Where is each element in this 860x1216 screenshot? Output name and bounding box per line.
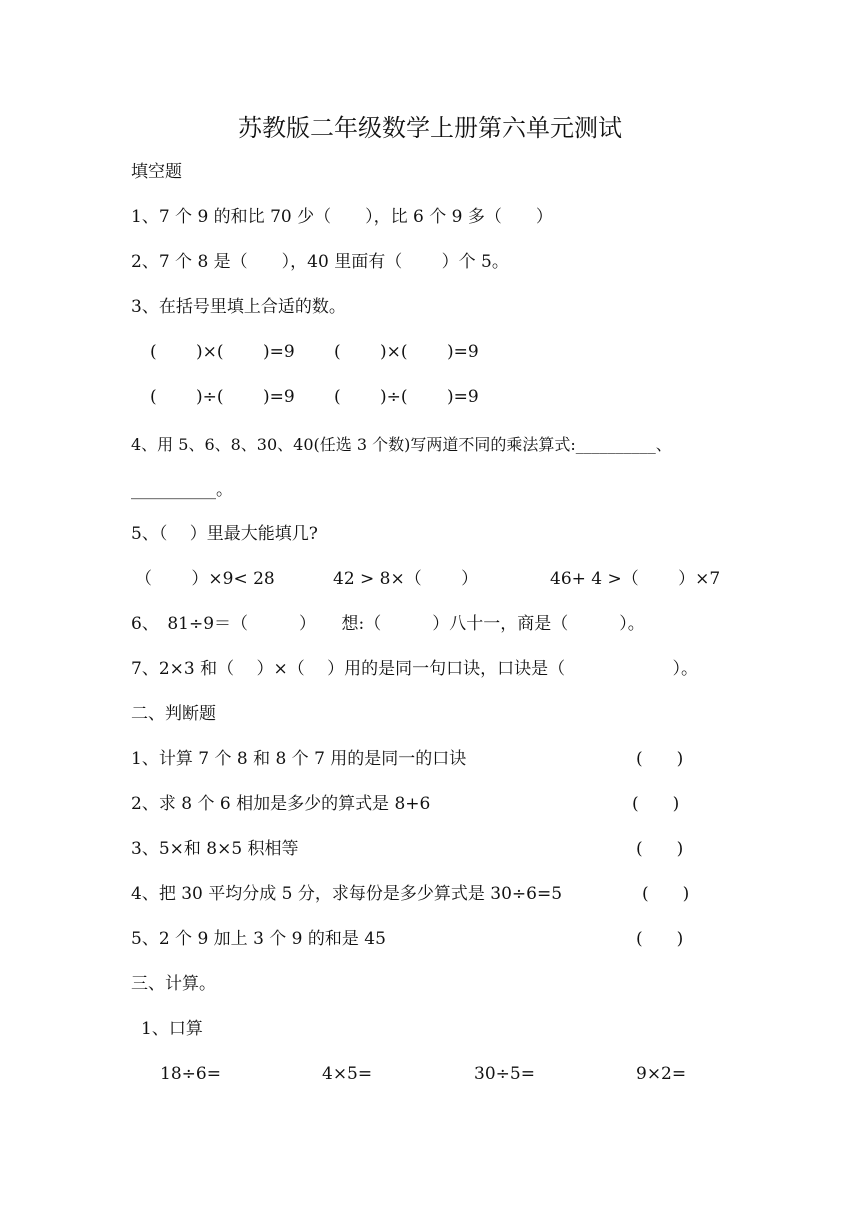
judge-item-5: 5、2 个 9 加上 3 个 9 的和是 45	[131, 929, 386, 949]
q3-row2-item1: ( )÷( )=9	[150, 387, 295, 407]
q3-row1-item1: ( )×( )=9	[150, 342, 295, 362]
q5-item3: 46+ 4 >（ ）×7	[550, 569, 721, 589]
judge-item-3: 3、5×和 8×5 积相等	[131, 839, 299, 859]
section2-heading: 二、判断题	[131, 704, 216, 724]
oral-calc-2: 4×5=	[322, 1064, 373, 1084]
question-4-line2: __________。	[131, 480, 233, 500]
q5-item1: （ ）×9< 28	[135, 569, 275, 589]
judge-item-4: 4、把 30 平均分成 5 分，求每份是多少算式是 30÷6=5	[131, 884, 563, 904]
q3-row2-item2: ( )÷( )=9	[334, 387, 479, 407]
judge-item-1: 1、计算 7 个 8 和 8 个 7 用的是同一的口诀	[131, 749, 467, 769]
question-7: 7、2×3 和（ ）×（ ）用的是同一句口诀，口诀是（ ）。	[131, 659, 699, 679]
question-2: 2、7 个 8 是（ ），40 里面有（ ）个 5。	[131, 252, 509, 272]
judge-bracket-4: ( )	[642, 884, 690, 904]
judge-bracket-2: ( )	[632, 794, 680, 814]
section1-heading: 填空题	[131, 162, 182, 182]
judge-bracket-1: ( )	[636, 749, 684, 769]
question-6: 6、 81÷9＝（ ） 想:（ ）八十一，商是（ ）。	[131, 614, 645, 634]
judge-item-2: 2、求 8 个 6 相加是多少的算式是 8+6	[131, 794, 431, 814]
q5-item2: 42 > 8×（ ）	[333, 569, 479, 589]
document-title: 苏教版二年级数学上册第六单元测试	[238, 114, 622, 142]
question-4-line1: 4、用 5、6、8、30、40(任选 3 个数)写两道不同的乘法算式:__________、	[131, 435, 672, 454]
oral-calc-4: 9×2=	[636, 1064, 687, 1084]
question-1: 1、7 个 9 的和比 70 少（ ），比 6 个 9 多（ ）	[131, 207, 553, 227]
q3-row1-item2: ( )×( )=9	[334, 342, 479, 362]
section3-sub: 1、口算	[141, 1019, 203, 1039]
question-3: 3、在括号里填上合适的数。	[131, 297, 346, 317]
question-5: 5、（ ）里最大能填几?	[131, 524, 318, 544]
oral-calc-3: 30÷5=	[474, 1064, 535, 1084]
section3-heading: 三、计算。	[131, 974, 216, 994]
oral-calc-1: 18÷6=	[160, 1064, 221, 1084]
judge-bracket-3: ( )	[636, 839, 684, 859]
judge-bracket-5: ( )	[636, 929, 684, 949]
